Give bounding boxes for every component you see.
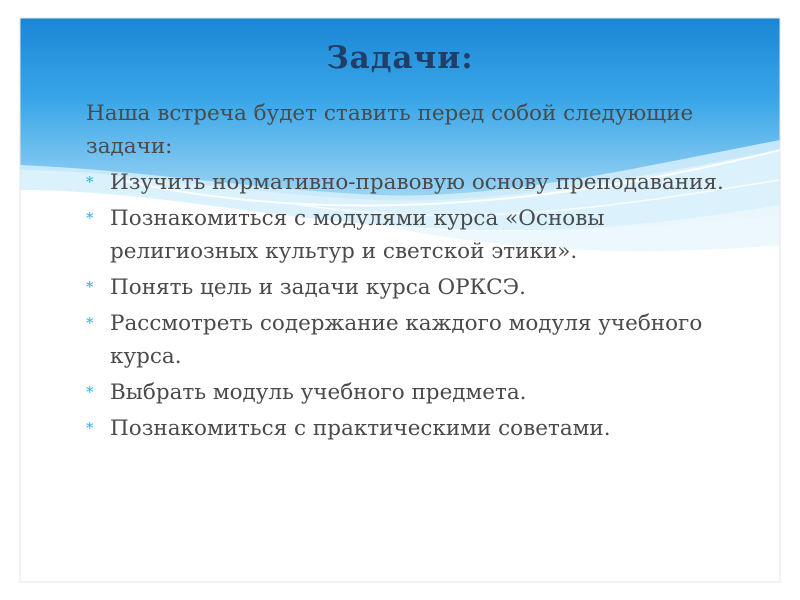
task-text: Выбрать модуль учебного предмета. <box>110 380 527 405</box>
slide-title: Задачи: <box>326 40 474 76</box>
asterisk-bullet-icon: * <box>86 173 94 191</box>
asterisk-bullet-icon: * <box>86 419 94 437</box>
asterisk-bullet-icon: * <box>86 209 94 227</box>
task-item <box>86 376 726 409</box>
task-item <box>86 271 726 304</box>
asterisk-bullet-icon: * <box>86 383 94 401</box>
task-text: Познакомиться с практическими советами. <box>110 416 611 441</box>
slide-content <box>86 97 726 445</box>
task-text: Понять цель и задачи курса ОРКСЭ. <box>110 275 526 300</box>
task-text: Познакомиться с модулями курса «Основы религиозных культур и светской этики». <box>110 206 605 264</box>
task-item <box>86 307 726 373</box>
task-item <box>86 166 726 199</box>
asterisk-bullet-icon: * <box>86 314 94 332</box>
task-text: Рассмотреть содержание каждого модуля учебного курса. <box>110 311 703 369</box>
task-item <box>86 202 726 268</box>
task-list <box>86 166 726 445</box>
task-item <box>86 412 726 445</box>
task-text: Изучить нормативно-правовую основу преподавания. <box>110 170 724 195</box>
intro-text: Наша встреча будет ставить перед собой следующие задачи: <box>86 101 694 159</box>
asterisk-bullet-icon: * <box>86 278 94 296</box>
